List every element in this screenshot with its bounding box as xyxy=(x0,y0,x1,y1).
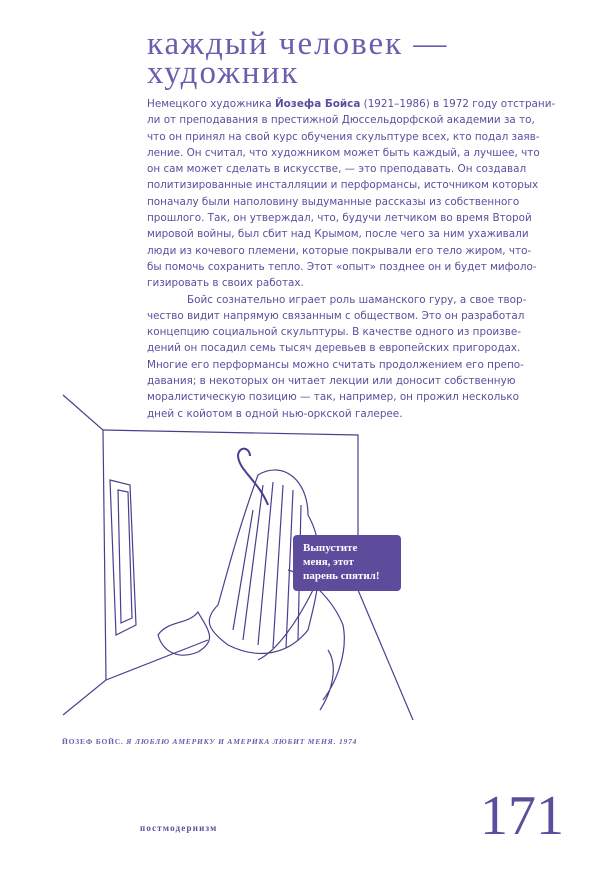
body-line: давания; в некоторых он читает лекции или доносит собственную xyxy=(147,375,516,388)
body-line: дней с койотом в одной нью-оркской галерее. xyxy=(147,407,403,420)
straw-pile xyxy=(158,612,210,655)
body-line: он сам может сделать в искусстве, — это преподавать. Он создавал xyxy=(147,163,527,176)
body-line: Бойс сознательно играет роль шаманского гуру, а свое твор- xyxy=(187,293,527,306)
body-line: политизированные инсталляции и перформансы, источником которых xyxy=(147,179,539,192)
page-number: 171 xyxy=(480,785,564,847)
body-line: мировой войны, был сбит над Крымом, после чего за ним ухаживали xyxy=(147,228,529,241)
body-line: бы помочь сохранить тепло. Этот «опыт» позднее он и будет мифоло- xyxy=(147,260,537,273)
body-line: Многие его перформансы можно считать продолжением его препо- xyxy=(147,358,524,371)
artist-name: Йозефа Бойса xyxy=(274,98,361,110)
text-run: Немецкого художника xyxy=(147,98,275,110)
window-icon xyxy=(110,480,136,635)
caption-work: Я ЛЮБЛЮ АМЕРИКУ И АМЕРИКА ЛЮБИТ МЕНЯ. 1974 xyxy=(123,737,358,746)
title-line-2: художник xyxy=(147,55,300,91)
title-line-1: каждый человек — xyxy=(147,26,449,62)
body-line: дений он посадил семь тысяч деревьев в европейских пригородах. xyxy=(147,342,521,355)
body-line xyxy=(147,96,563,112)
body-line: чество видит напрямую связанным с обществом. Это он разработал xyxy=(147,309,525,322)
body-line: концепцию социальной скульптуры. В качестве одного из произве- xyxy=(147,326,521,339)
coyote xyxy=(258,570,344,710)
body-line: ли от преподавания в престижной Дюссельдорфской академии за то, xyxy=(147,114,535,127)
body-line: гизировать в своих работах. xyxy=(147,277,304,290)
body-text xyxy=(147,96,563,422)
body-line: моралистическую позицию — так, например, он прожил несколько xyxy=(147,391,520,404)
body-line: ление. Он считал, что художником может быть каждый, а лучшее, что xyxy=(147,146,540,159)
body-line: что он принял на свой курс обучения скульптуре всех, кто подал заяв- xyxy=(147,130,540,143)
speech-line: меня, этот xyxy=(303,556,354,568)
speech-bubble xyxy=(293,535,401,591)
body-line: поначалу были наполовину выдуманные рассказы из собственного xyxy=(147,195,520,208)
caption-author: ЙОЗЕФ БОЙС. xyxy=(62,737,124,746)
page-title xyxy=(147,26,449,91)
section-name: постмодернизм xyxy=(140,823,218,833)
speech-line: парень спятил! xyxy=(303,570,380,582)
speech-line: Выпустите xyxy=(303,542,358,554)
text-run: (1921–1986) в 1972 году отстрани- xyxy=(360,98,556,110)
body-line: люди из кочевого племени, которые покрывали его тело жиром, что- xyxy=(147,244,532,257)
body-line: прошлого. Так, он утверждал, что, будучи летчиком во время Второй xyxy=(147,212,532,225)
figure-caption xyxy=(62,737,357,746)
